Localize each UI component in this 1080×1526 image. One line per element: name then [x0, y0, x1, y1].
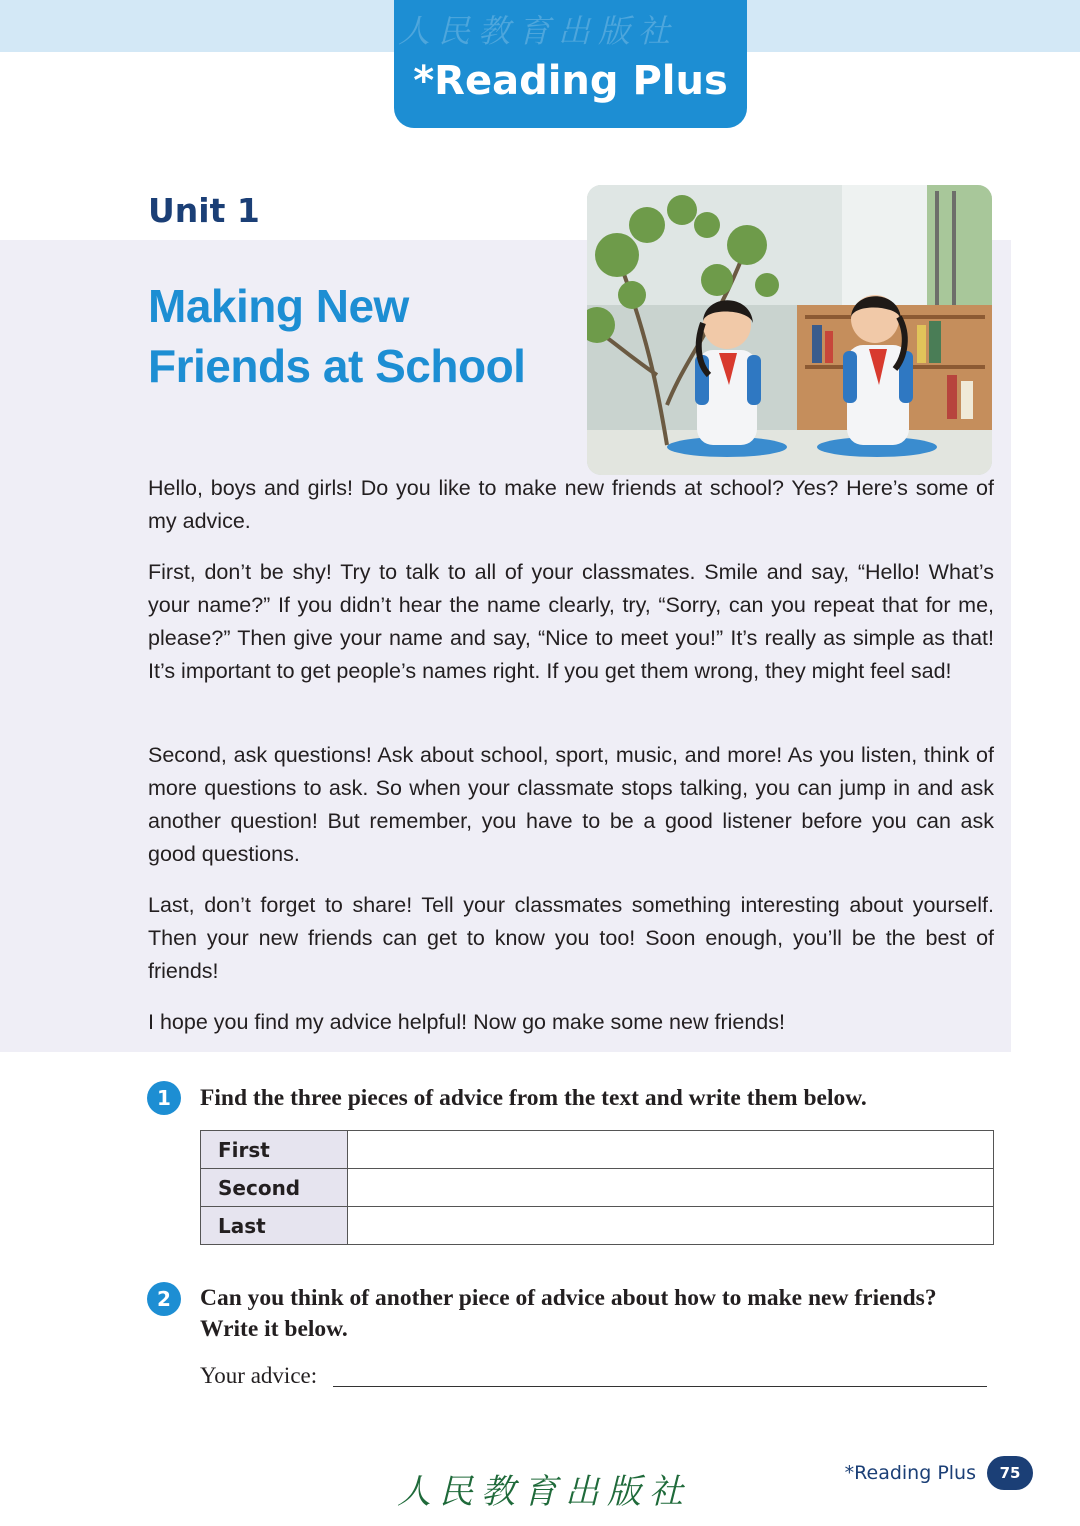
page-number-badge: 75	[987, 1456, 1033, 1490]
table-row	[201, 1207, 994, 1245]
footer-section-label: *Reading Plus	[844, 1462, 976, 1484]
first-advice-paragraph: First, don’t be shy! Try to talk to all of your classmates. Smile and say, “Hello! What’s your name?” If you didn’t hear the name clearly, try, “Sorry, can you repeat that for me, please?” Then give your name and say, “Nice to meet you!” It’s really as simple as that! It’s important to get people’s names right. If you get them wrong, they might feel sad!	[148, 560, 994, 683]
intro-paragraph: Hello, boys and girls! Do you like to make new friends at school? Yes? Here’s some of my advice.	[148, 476, 994, 533]
photo-two-students-icon	[587, 185, 992, 475]
question-2-prompt: Can you think of another piece of advice about how to make new friends? Write it below.	[200, 1285, 937, 1342]
your-advice-label: Your advice:	[200, 1363, 318, 1388]
question-number-badge: 1	[147, 1081, 181, 1115]
section-title: *Reading Plus	[413, 58, 728, 104]
row-label-second: Second	[201, 1169, 348, 1207]
advice-answer-table	[200, 1130, 994, 1245]
table-row	[201, 1131, 994, 1169]
unit-label: Unit 1	[148, 191, 260, 230]
answer-field-first[interactable]	[348, 1131, 994, 1169]
your-advice-answer-line[interactable]	[333, 1386, 987, 1387]
row-label-last: Last	[201, 1207, 348, 1245]
table-row	[201, 1169, 994, 1207]
answer-field-last[interactable]	[348, 1207, 994, 1245]
publisher-watermark: 人民教育出版社	[398, 12, 679, 50]
question-number-badge: 2	[147, 1282, 181, 1316]
closing-paragraph: I hope you find my advice helpful! Now go make some new friends!	[148, 1010, 785, 1034]
classroom-photo-illustration	[587, 185, 992, 475]
last-advice-paragraph: Last, don’t forget to share! Tell your classmates something interesting about yourself. Then your new friends can get to know you too! Soon enough, you’ll be the best of friends!	[148, 893, 994, 983]
publisher-logo: 人民教育出版社	[397, 1472, 691, 1512]
answer-field-second[interactable]	[348, 1169, 994, 1207]
second-advice-paragraph: Second, ask questions! Ask about school, sport, music, and more! As you listen, think of more questions to ask. So when your classmate stops talking, you can jump in and ask another question! But remember, you have to be a good listener before you can ask good questions.	[148, 743, 994, 866]
lesson-title: Making New Friends at School	[148, 280, 526, 392]
row-label-first: First	[201, 1131, 348, 1169]
question-1-prompt: Find the three pieces of advice from the text and write them below.	[200, 1085, 867, 1111]
